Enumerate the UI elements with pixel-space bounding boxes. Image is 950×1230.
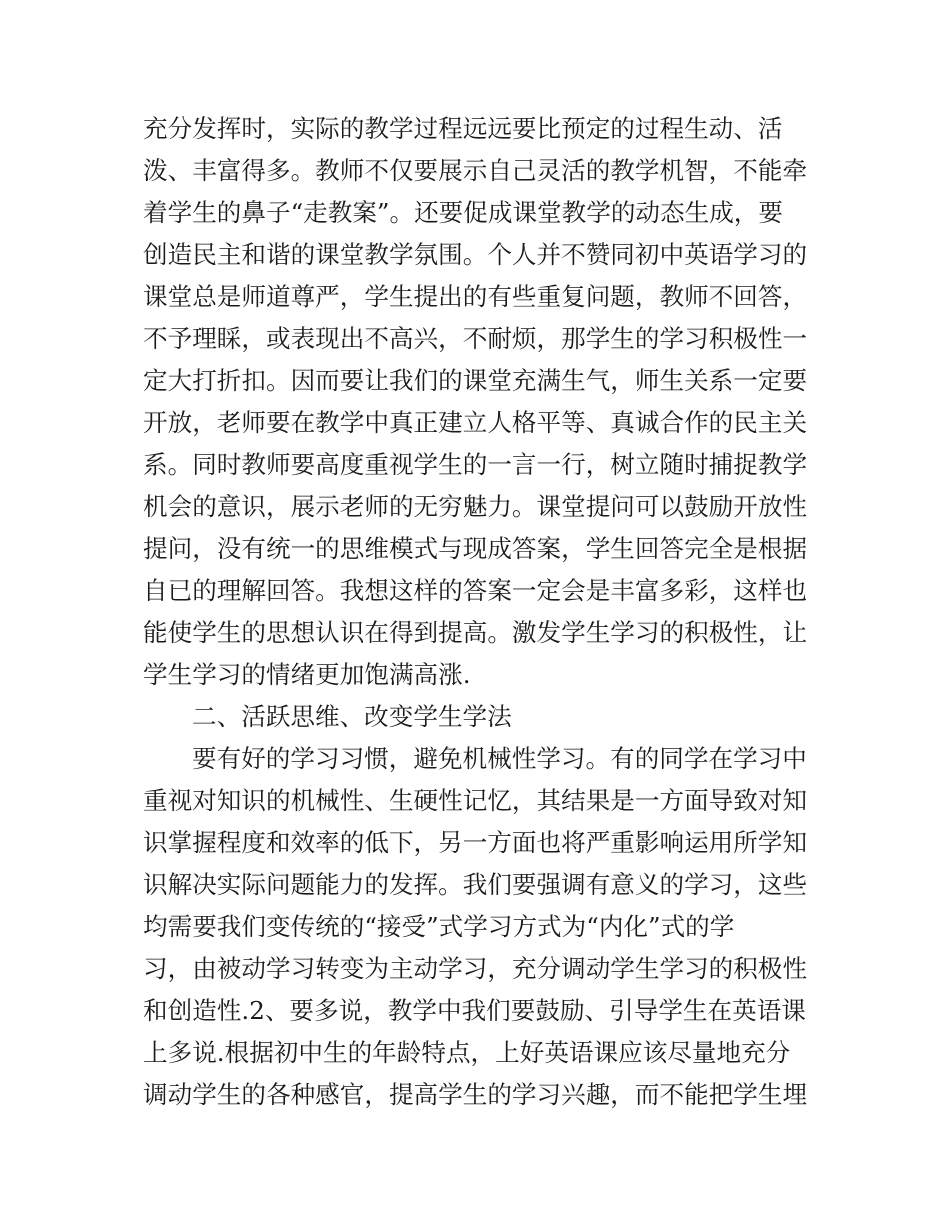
body-text [143,108,815,1116]
paragraph-first-line: 要有好的学习习惯，避免机械性学习。有的同学在学习中 [192,744,807,773]
text-line: 充分发挥时，实际的教学过程远远要比预定的过程生动、活 [143,114,783,143]
text-line: 识掌握程度和效率的低下，另一方面也将严重影响运用所学知 [143,828,808,857]
text-line: 开放，老师要在教学中真正建立人格平等、真诚合作的民主关 [143,408,808,437]
text-line: 学生学习的情绪更加饱满高涨. [143,660,471,689]
text-line: 自已的理解回答。我想这样的答案一定会是丰富多彩，这样也 [143,576,808,605]
text-line: 提问，没有统一的思维模式与现成答案，学生回答完全是根据 [143,534,808,563]
text-line: 上多说.根据初中生的年龄特点，上好英语课应该尽量地充分 [143,1038,791,1067]
section-heading: 二、活跃思维、改变学生学法 [192,702,512,731]
text-line: 着学生的鼻子“走教案”。还要促成课堂教学的动态生成，要 [143,198,783,227]
text-line: 和创造性.2、要多说，教学中我们要鼓励、引导学生在英语课 [143,996,806,1025]
text-line: 识解决实际问题能力的发挥。我们要强调有意义的学习，这些 [143,870,808,899]
text-line: 系。同时教师要高度重视学生的一言一行，树立随时捕捉教学 [143,450,808,479]
text-line: 能使学生的思想认识在得到提高。激发学生学习的积极性，让 [143,618,808,647]
text-line: 创造民主和谐的课堂教学氛围。个人并不赞同初中英语学习的 [143,240,808,269]
text-line: 均需要我们变传统的“接受”式学习方式为“内化”式的学 [143,912,735,941]
text-line: 定大打折扣。因而要让我们的课堂充满生气，师生关系一定要 [143,366,808,395]
text-line: 重视对知识的机械性、生硬性记忆，其结果是一方面导致对知 [143,786,808,815]
text-line: 调动学生的各种感官，提高学生的学习兴趣，而不能把学生埋 [143,1080,808,1109]
text-line: 机会的意识，展示老师的无穷魅力。课堂提问可以鼓励开放性 [143,492,808,521]
text-line: 课堂总是师道尊严，学生提出的有些重复问题，教师不回答， [143,282,808,311]
text-line: 不予理睬，或表现出不高兴，不耐烦，那学生的学习积极性一 [143,324,808,353]
text-line: 泼、丰富得多。教师不仅要展示自己灵活的教学机智，不能牵 [143,156,808,185]
text-line: 习，由被动学习转变为主动学习，充分调动学生学习的积极性 [143,954,808,983]
